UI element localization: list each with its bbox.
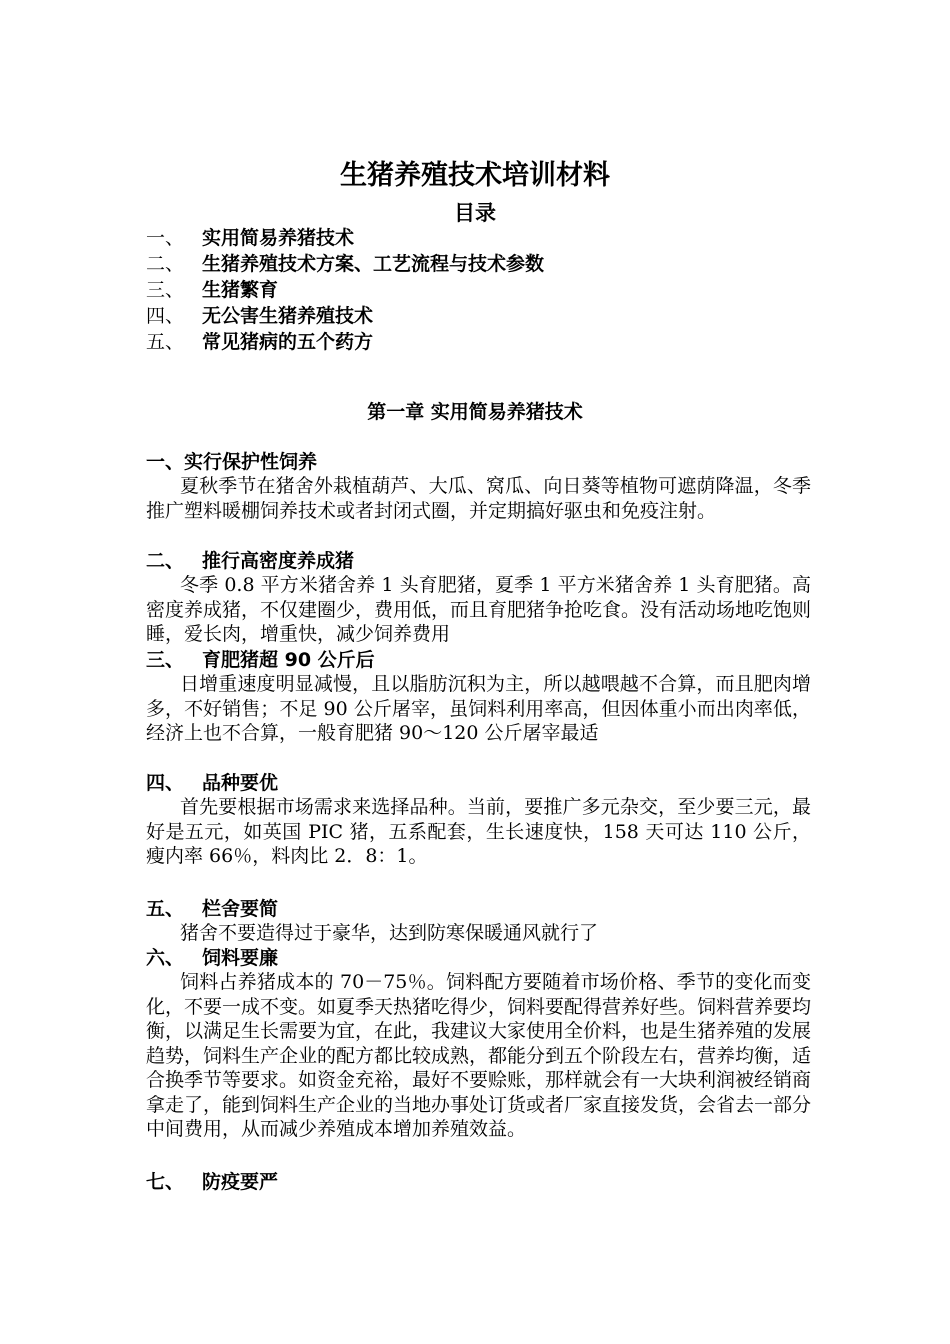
section — [146, 897, 811, 946]
section-heading-text: 栏舍要简 — [202, 898, 279, 920]
toc-title: 目录 — [454, 201, 496, 225]
section-heading-text: 防疫要严 — [202, 1171, 279, 1193]
section-number: 六、 — [146, 947, 185, 969]
toc-item — [146, 277, 826, 303]
table-of-contents — [146, 225, 826, 355]
section-heading-text: 推行高密度养成猪 — [202, 550, 355, 572]
section-heading — [146, 1170, 811, 1194]
section-heading — [146, 549, 811, 573]
toc-item-number: 三、 — [146, 279, 185, 301]
section-heading — [146, 897, 811, 921]
toc-item-number: 四、 — [146, 305, 185, 327]
toc-item-text: 常见猪病的五个药方 — [202, 331, 374, 353]
toc-item — [146, 303, 826, 329]
toc-item — [146, 251, 826, 277]
section-number: 二、 — [146, 550, 185, 572]
section — [146, 648, 811, 746]
section-number: 三、 — [146, 649, 185, 671]
section-heading-text: 育肥猪超 90 公斤后 — [202, 649, 375, 671]
section-body: 饲料占养猪成本的 70－75％。饲料配方要随着市场价格、季节的变化而变化，不要一成不变。如夏季天热猪吃得少，饲料要配得营养好些。饲料营养要均衡，以满足生长需要为宜，在此，我建议大家使用全价料，也是生猪养殖的发展趋势，饲料生产企业的配方都比较成熟，都能分到五个阶段左右，营养均衡，适合换季节等要求。如资金充裕，最好不要赊账，那样就会有一大块利润被经销商拿走了，能到饲料生产企业的当地办事处订货或者厂家直接发货，会省去一部分中间费用，从而减少养殖成本增加养殖效益。 — [146, 971, 812, 1140]
toc-item-text: 生猪繁育 — [202, 279, 279, 301]
section-body: 夏秋季节在猪舍外栽植葫芦、大瓜、窝瓜、向日葵等植物可遮荫降温，冬季推广塑料暖棚饲养技术或者封闭式圈，并定期搞好驱虫和免疫注射。 — [146, 475, 811, 522]
section-heading-text: 饲料要廉 — [202, 947, 279, 969]
toc-item — [146, 329, 826, 355]
section — [146, 450, 811, 523]
section — [146, 771, 811, 869]
toc-item-number: 一、 — [146, 227, 185, 249]
toc-item — [146, 225, 826, 251]
section — [146, 549, 811, 647]
toc-item-text: 生猪养殖技术方案、工艺流程与技术参数 — [202, 253, 545, 275]
section-number: 五、 — [146, 898, 185, 920]
section-number: 七、 — [146, 1171, 185, 1193]
document-title: 生猪养殖技术培训材料 — [340, 160, 610, 191]
section-heading — [146, 648, 811, 672]
toc-item-number: 二、 — [146, 253, 185, 275]
toc-item-text: 无公害生猪养殖技术 — [202, 305, 374, 327]
section-body: 日增重速度明显减慢，且以脂肪沉积为主，所以越喂越不合算，而且肥肉增多，不好销售；不足 90 公斤屠宰，虽饲料利用率高，但因体重小而出肉率低，经济上也不合算，一般育肥猪 90～120 公斤屠宰最适 — [146, 673, 811, 744]
section-heading-text: 品种要优 — [202, 772, 279, 794]
section — [146, 946, 811, 1142]
section-body: 冬季 0.8 平方米猪舍养 1 头育肥猪，夏季 1 平方米猪舍养 1 头育肥猪。高密度养成猪，不仅建圈少，费用低，而且育肥猪争抢吃食。没有活动场地吃饱则睡，爱长肉，增重快，减少饲养费用 — [146, 574, 812, 645]
chapter-title: 第一章 实用简易养猪技术 — [367, 401, 583, 423]
section-heading-text: 实行保护性饲养 — [184, 451, 318, 473]
section-heading — [146, 946, 811, 970]
section-number: 四、 — [146, 772, 185, 794]
section-number: 一、 — [146, 451, 185, 473]
toc-item-text: 实用简易养猪技术 — [202, 227, 355, 249]
section-body: 猪舍不要造得过于豪华，达到防寒保暖通风就行了 — [180, 922, 599, 944]
section-heading — [146, 450, 811, 474]
toc-item-number: 五、 — [146, 331, 185, 353]
section-heading — [146, 771, 811, 795]
section-body: 首先要根据市场需求来选择品种。当前，要推广多元杂交，至少要三元，最好是五元，如英国 PIC 猪，五系配套，生长速度快，158 天可达 110 公斤，瘦内率 66％，料肉比 2．8：1。 — [146, 796, 811, 867]
section — [146, 1170, 811, 1194]
